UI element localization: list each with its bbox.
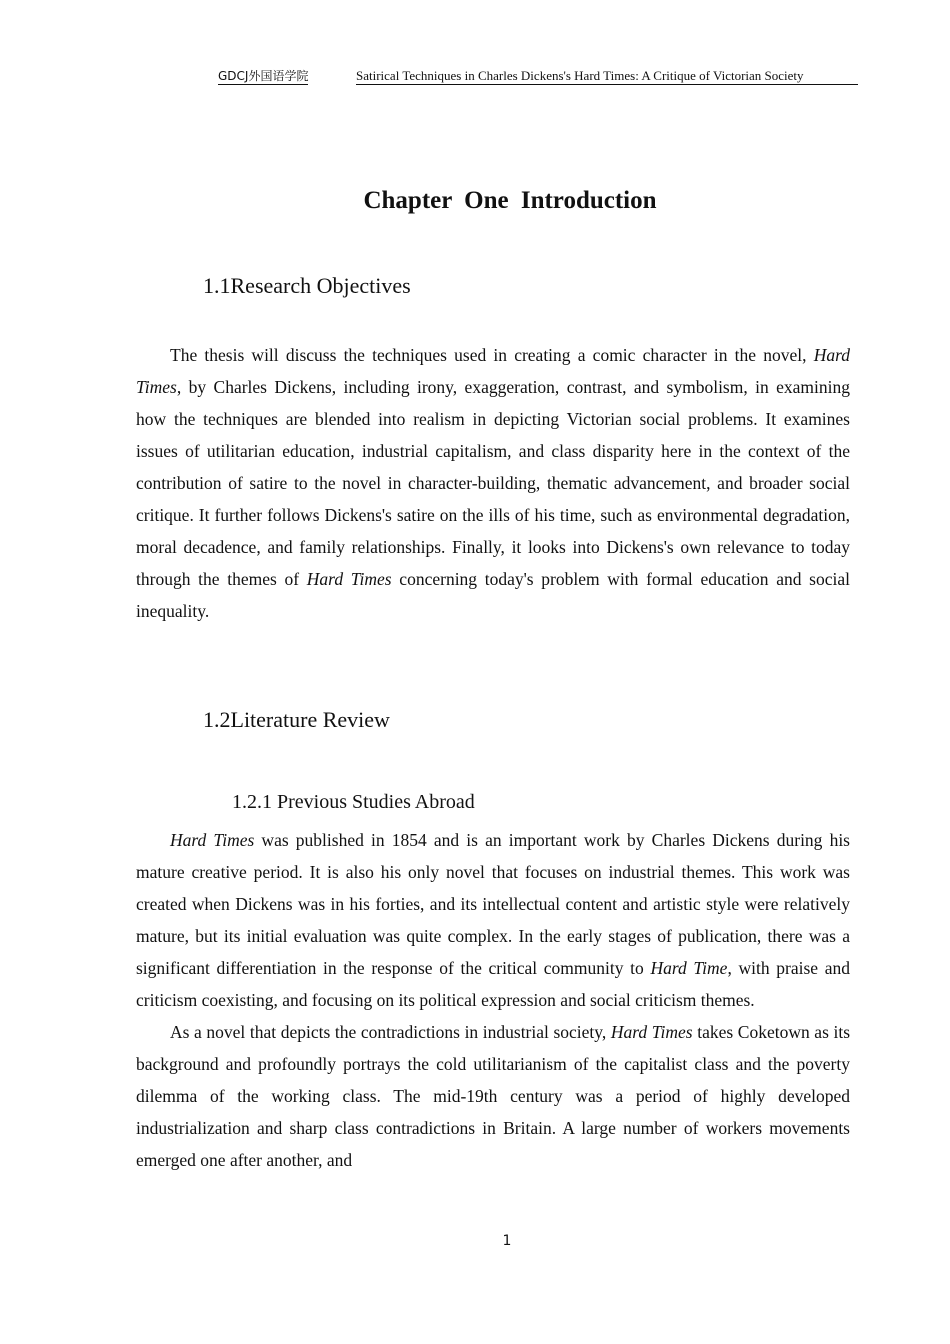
book-title: Hard Time bbox=[650, 958, 728, 978]
text-run: takes Coketown as its background and profoundly portrays the cold utilitarianism of the capitalist class and the poverty dilemma of the working class. The mid-19th century was a period of highly developed industrialization and sharp class contradictions in Britain. A large number of workers movements emerged one after another, and bbox=[136, 1022, 851, 1170]
header-thesis-title: Satirical Techniques in Charles Dickens's Hard Times: A Critique of Victorian Society bbox=[356, 68, 858, 85]
text-run: , by Charles Dickens, including irony, exaggeration, contrast, and symbolism, in examining how the techniques are blended into realism in depicting Victorian social problems. It examines issues of utilitarian education, industrial capitalism, and class disparity here in the context of the contribution of satire to the novel in character-building, thematic advancement, and broader social critique. It further follows Dickens's satire on the ills of his time, such as environmental degradation, moral decadence, and family relationships. Finally, it looks into Dickens's own relevance to today through the themes of bbox=[136, 377, 850, 589]
subsection-heading-previous-studies-abroad: 1.2.1 Previous Studies Abroad bbox=[232, 791, 475, 813]
research-objectives-body bbox=[136, 339, 850, 627]
book-title: Hard Times bbox=[610, 1022, 693, 1042]
text-run: , with praise and criticism coexisting, and focusing on its political expression and social criticism themes. bbox=[136, 958, 850, 1010]
text-run: The thesis will discuss the techniques used in creating a comic character in the novel, bbox=[170, 345, 814, 365]
section-heading-research-objectives: 1.1Research Objectives bbox=[203, 273, 411, 298]
text-run: concerning today's problem with formal education and social inequality. bbox=[136, 569, 850, 621]
paragraph bbox=[136, 1016, 850, 1176]
paragraph bbox=[136, 824, 850, 1016]
book-title: Hard Times bbox=[306, 569, 392, 589]
paragraph bbox=[136, 339, 850, 627]
text-run: was published in 1854 and is an important work by Charles Dickens during his mature creative period. It is also his only novel that focuses on industrial themes. This work was created when Dickens was in his forties, and its intellectual content and artistic style were relatively mature, but its initial evaluation was quite complex. In the early stages of publication, there was a significant differentiation in the response of the critical community to bbox=[136, 830, 850, 978]
header-institution: GDCJ外国语学院 bbox=[218, 69, 309, 83]
text-run: As a novel that depicts the contradictions in industrial society, bbox=[170, 1022, 611, 1042]
previous-studies-body bbox=[136, 824, 850, 1176]
section-heading-literature-review: 1.2Literature Review bbox=[203, 707, 390, 732]
chapter-title: Chapter One Introduction bbox=[363, 187, 657, 214]
page-number: 1 bbox=[502, 1233, 512, 1249]
book-title: Hard Times bbox=[170, 830, 255, 850]
book-title: Hard Times bbox=[136, 345, 850, 397]
